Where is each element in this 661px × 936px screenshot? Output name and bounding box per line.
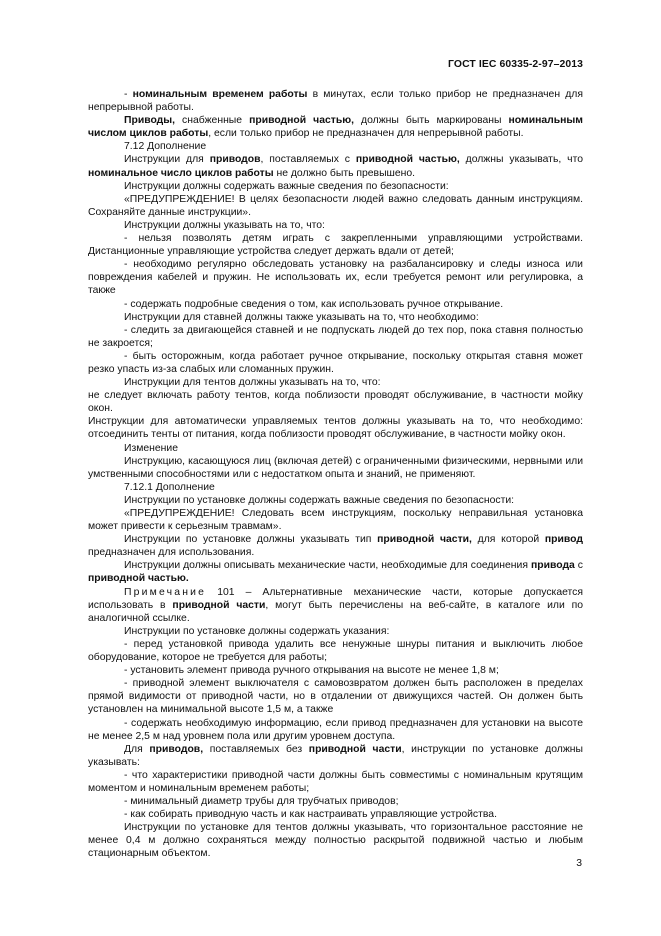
text-run: - (124, 89, 133, 100)
text-run: не должно быть превышено. (273, 167, 416, 179)
text-run: - нельзя позволять детям играть с закрепленными управляющими устройствами. Дистанционные управляющие устройства следует держать вдали от детей; (88, 233, 583, 258)
paragraph (88, 664, 583, 677)
defined-term: приводной части, (377, 534, 472, 546)
text-run: не следует включать работу тентов, когда поблизости проводят обслуживание, в частности мойку окон. (88, 390, 583, 415)
defined-term: приводной частью, (355, 154, 460, 166)
text-run: Инструкции должны описывать механические части, необходимые для соединения (124, 560, 531, 572)
defined-term: привод (544, 534, 583, 546)
paragraph (88, 415, 583, 441)
defined-term: приводной частью. (88, 573, 189, 585)
defined-term: приводной части (172, 599, 266, 611)
paragraph (88, 324, 583, 350)
text-run: - необходимо регулярно обследовать установку на разбалансировку и следы износа или повреждения кабелей и пружин. Не использовать их, если требуется ремонт или регулировка, а также (88, 259, 583, 297)
paragraph (88, 808, 583, 821)
paragraph (88, 507, 583, 533)
paragraph (88, 153, 583, 179)
defined-term: приводов, (149, 743, 204, 755)
defined-term: номинальным числом циклов работы (88, 115, 583, 140)
text-run: Инструкции для ставней должны также указывать на то, что необходимо: (124, 311, 479, 323)
text-run: с (574, 560, 584, 572)
text-run: Инструкцию, касающуюся лиц (включая детей) с ограниченными физическими, нервными или умственными способностями или с недостатком опыта и знаний, не применяют. (88, 455, 583, 480)
text-run: , могут быть перечислены на веб-сайте, в каталоге или по аналогичной ссылке. (88, 599, 583, 624)
paragraph (88, 389, 583, 415)
paragraph (88, 376, 583, 389)
text-run: - как собирать приводную часть и как настраивать управляющие устройства. (124, 809, 497, 821)
text-run: Инструкции для (124, 154, 210, 166)
page-number: 3 (576, 858, 582, 869)
defined-term: приводной части (308, 743, 402, 755)
text-run: Инструкции по установке должны содержать важные сведения по безопасности: (124, 494, 515, 506)
text-run: , поставляемых с (260, 154, 356, 166)
paragraph (88, 114, 583, 140)
text-run: «ПРЕДУПРЕЖДЕНИЕ! Следовать всем инструкциям, поскольку неправильная установка может привести к серьезным травмам». (88, 508, 583, 533)
text-run: - следить за двигающейся ставней и не подпускать людей до тех пор, пока ставня полностью не закроется; (88, 324, 583, 349)
text-run: Инструкции должны указывать на то, что: (124, 219, 325, 231)
text-run: должны быть маркированы (354, 115, 509, 127)
text-run: должны указывать, что (459, 154, 583, 166)
paragraph (88, 638, 583, 664)
text-run: поставляемых без (203, 743, 309, 755)
paragraph (88, 494, 583, 507)
text-run: в минутах, если только прибор не предназначен для непрерывной работы. (88, 89, 583, 114)
note-label: Примечание (124, 586, 207, 598)
defined-term: номинальным временем работы (132, 89, 308, 100)
text-run: - минимальный диаметр трубы для трубчатых приводов; (124, 796, 399, 808)
paragraph (88, 232, 583, 258)
text-run: Изменение (124, 442, 178, 454)
paragraph (88, 481, 583, 494)
text-run: Инструкции для тентов должны указывать на то, что: (124, 377, 381, 389)
paragraph (88, 559, 583, 585)
standard-header: ГОСТ IEC 60335-2-97–2013 (448, 59, 583, 70)
paragraph (88, 677, 583, 716)
defined-term: Приводы, (124, 115, 176, 127)
text-run: - быть осторожным, когда работает ручное открывание, поскольку открытая ставня может резко упасть из-за слабых или сломанных пружин. (88, 350, 583, 375)
paragraph (88, 219, 583, 232)
paragraph (88, 258, 583, 297)
text-run: предназначен для использования. (88, 547, 255, 559)
text-run: - содержать подробные сведения о том, как использовать ручное открывание. (124, 298, 504, 310)
paragraph (88, 193, 583, 219)
document-body (88, 88, 583, 861)
text-run: , инструкции по установке должны указывать: (88, 743, 583, 768)
defined-term: номинальное число циклов работы (88, 167, 274, 179)
text-run: - установить элемент привода ручного открывания на высоте не менее 1,8 м; (124, 665, 499, 677)
text-run: - что характеристики приводной части должны быть совместимы с номинальным крутящим моментом и номинальным временем работы; (88, 769, 583, 794)
defined-term: приводной частью, (249, 115, 355, 127)
paragraph (88, 743, 583, 769)
defined-term: привода (530, 560, 575, 572)
paragraph (88, 717, 583, 743)
paragraph (88, 298, 583, 311)
paragraph (88, 350, 583, 376)
text-run: Инструкции по установке должны указывать тип (124, 534, 378, 546)
text-run: - перед установкой привода удалить все ненужные шнуры питания и выключить любое оборудование, которое не требуется для работы; (88, 638, 583, 664)
paragraph (88, 442, 583, 455)
text-run: 7.12 Дополнение (124, 141, 207, 153)
paragraph (88, 625, 583, 638)
text-run: Инструкции должны содержать важные сведения по безопасности: (124, 180, 449, 192)
paragraph (88, 140, 583, 153)
text-run: - приводной элемент выключателя с самовозвратом должен быть расположен в пределах прямой видимости от приводной части, но в отдалении от движущихся частей. Он должен быть установлен на минимальной высоте 1,5 м, а также (88, 678, 583, 716)
text-run: Инструкции по установке должны содержать указания: (124, 625, 390, 637)
text-run: «ПРЕДУПРЕЖДЕНИЕ! В целях безопасности людей важно следовать данным инструкциям. Сохраняйте данные инструкции». (88, 193, 583, 218)
text-run: , если только прибор не предназначен для непрерывной работы. (208, 128, 524, 140)
text-run: для которой (471, 534, 545, 546)
paragraph (88, 821, 583, 860)
text-run: Инструкции по установке для тентов должны указывать, что горизонтальное расстояние не менее 0,4 м должно сохраняться между полностью раскрытой подвижной частью и любым стационарным объектом. (88, 822, 583, 860)
paragraph (88, 586, 583, 625)
paragraph (88, 88, 583, 114)
text-run: Для (124, 743, 150, 755)
paragraph (88, 455, 583, 481)
text-run: снабженные (175, 115, 250, 127)
paragraph (88, 180, 583, 193)
defined-term: приводов (209, 154, 261, 166)
paragraph (88, 311, 583, 324)
text-run: 101 – Альтернативные механические части, которые допускается использовать в (88, 586, 583, 611)
paragraph (88, 769, 583, 795)
text-run: 7.12.1 Дополнение (124, 481, 215, 493)
text-run: - содержать необходимую информацию, если привод предназначен для установки на высоте не менее 2,5 м над уровнем пола или другим уровнем доступа. (88, 717, 583, 742)
text-run: Инструкции для автоматически управляемых тентов должны указывать на то, что необходимо: отсоединить тенты от питания, когда поблизости проводят обслуживание, в частности мойку окон. (88, 416, 583, 441)
paragraph (88, 795, 583, 808)
paragraph (88, 533, 583, 559)
